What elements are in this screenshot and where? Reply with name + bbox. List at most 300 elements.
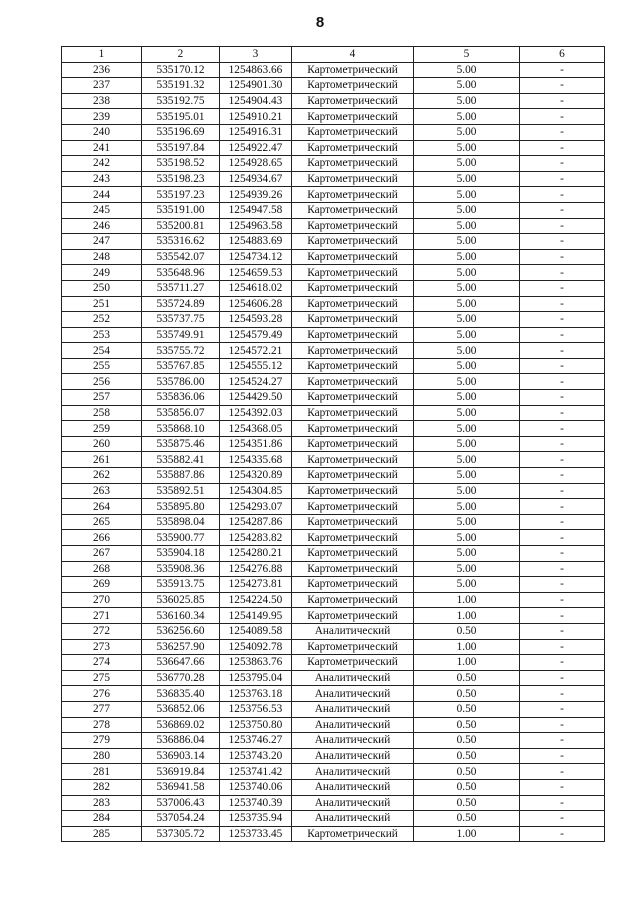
method-cell: Картометрический bbox=[292, 327, 414, 343]
method-cell: Картометрический bbox=[292, 343, 414, 359]
y-coordinate-cell: 1254320.89 bbox=[220, 468, 292, 484]
method-cell: Картометрический bbox=[292, 156, 414, 172]
x-coordinate-cell: 535711.27 bbox=[142, 280, 220, 296]
x-coordinate-cell: 535767.85 bbox=[142, 358, 220, 374]
point-number-cell: 249 bbox=[62, 265, 142, 281]
y-coordinate-cell: 1254659.53 bbox=[220, 265, 292, 281]
y-coordinate-cell: 1254280.21 bbox=[220, 546, 292, 562]
table-header-row bbox=[62, 47, 605, 63]
table-row bbox=[62, 483, 605, 499]
accuracy-cell: 5.00 bbox=[414, 156, 520, 172]
note-cell: - bbox=[520, 218, 605, 234]
x-coordinate-cell: 535904.18 bbox=[142, 546, 220, 562]
note-cell: - bbox=[520, 577, 605, 593]
note-cell: - bbox=[520, 140, 605, 156]
note-cell: - bbox=[520, 483, 605, 499]
table-row bbox=[62, 592, 605, 608]
accuracy-cell: 5.00 bbox=[414, 468, 520, 484]
method-cell: Картометрический bbox=[292, 234, 414, 250]
y-coordinate-cell: 1253740.39 bbox=[220, 795, 292, 811]
method-cell: Картометрический bbox=[292, 358, 414, 374]
x-coordinate-cell: 536647.66 bbox=[142, 655, 220, 671]
accuracy-cell: 5.00 bbox=[414, 109, 520, 125]
method-cell: Картометрический bbox=[292, 514, 414, 530]
table-row bbox=[62, 733, 605, 749]
point-number-cell: 283 bbox=[62, 795, 142, 811]
x-coordinate-cell: 535868.10 bbox=[142, 421, 220, 437]
table-row bbox=[62, 156, 605, 172]
table-row bbox=[62, 623, 605, 639]
y-coordinate-cell: 1253750.80 bbox=[220, 717, 292, 733]
accuracy-cell: 5.00 bbox=[414, 187, 520, 203]
table-row bbox=[62, 171, 605, 187]
table-row bbox=[62, 779, 605, 795]
y-coordinate-cell: 1254910.21 bbox=[220, 109, 292, 125]
x-coordinate-cell: 535200.81 bbox=[142, 218, 220, 234]
x-coordinate-cell: 535197.23 bbox=[142, 187, 220, 203]
column-header: 5 bbox=[414, 47, 520, 63]
y-coordinate-cell: 1254579.49 bbox=[220, 327, 292, 343]
table-row bbox=[62, 670, 605, 686]
note-cell: - bbox=[520, 499, 605, 515]
x-coordinate-cell: 535836.06 bbox=[142, 390, 220, 406]
point-number-cell: 273 bbox=[62, 639, 142, 655]
x-coordinate-cell: 536160.34 bbox=[142, 608, 220, 624]
x-coordinate-cell: 535191.32 bbox=[142, 78, 220, 94]
y-coordinate-cell: 1254928.65 bbox=[220, 156, 292, 172]
y-coordinate-cell: 1254934.67 bbox=[220, 171, 292, 187]
method-cell: Картометрический bbox=[292, 265, 414, 281]
table-row bbox=[62, 655, 605, 671]
accuracy-cell: 0.50 bbox=[414, 748, 520, 764]
method-cell: Картометрический bbox=[292, 655, 414, 671]
note-cell: - bbox=[520, 655, 605, 671]
point-number-cell: 261 bbox=[62, 452, 142, 468]
y-coordinate-cell: 1253733.45 bbox=[220, 826, 292, 842]
note-cell: - bbox=[520, 62, 605, 78]
x-coordinate-cell: 535908.36 bbox=[142, 561, 220, 577]
y-coordinate-cell: 1254392.03 bbox=[220, 405, 292, 421]
note-cell: - bbox=[520, 748, 605, 764]
table-row bbox=[62, 358, 605, 374]
note-cell: - bbox=[520, 390, 605, 406]
point-number-cell: 246 bbox=[62, 218, 142, 234]
point-number-cell: 280 bbox=[62, 748, 142, 764]
y-coordinate-cell: 1254224.50 bbox=[220, 592, 292, 608]
y-coordinate-cell: 1254922.47 bbox=[220, 140, 292, 156]
method-cell: Картометрический bbox=[292, 546, 414, 562]
y-coordinate-cell: 1254276.88 bbox=[220, 561, 292, 577]
note-cell: - bbox=[520, 717, 605, 733]
point-number-cell: 253 bbox=[62, 327, 142, 343]
point-number-cell: 244 bbox=[62, 187, 142, 203]
y-coordinate-cell: 1254963.58 bbox=[220, 218, 292, 234]
table-row bbox=[62, 717, 605, 733]
accuracy-cell: 5.00 bbox=[414, 405, 520, 421]
note-cell: - bbox=[520, 234, 605, 250]
note-cell: - bbox=[520, 156, 605, 172]
x-coordinate-cell: 535913.75 bbox=[142, 577, 220, 593]
table-row bbox=[62, 514, 605, 530]
note-cell: - bbox=[520, 78, 605, 94]
point-number-cell: 242 bbox=[62, 156, 142, 172]
note-cell: - bbox=[520, 421, 605, 437]
table-row bbox=[62, 62, 605, 78]
table-row bbox=[62, 405, 605, 421]
accuracy-cell: 5.00 bbox=[414, 280, 520, 296]
table-row bbox=[62, 452, 605, 468]
note-cell: - bbox=[520, 187, 605, 203]
accuracy-cell: 5.00 bbox=[414, 78, 520, 94]
y-coordinate-cell: 1254092.78 bbox=[220, 639, 292, 655]
method-cell: Картометрический bbox=[292, 93, 414, 109]
accuracy-cell: 5.00 bbox=[414, 140, 520, 156]
table-row bbox=[62, 468, 605, 484]
method-cell: Картометрический bbox=[292, 530, 414, 546]
x-coordinate-cell: 535648.96 bbox=[142, 265, 220, 281]
table-row bbox=[62, 686, 605, 702]
accuracy-cell: 5.00 bbox=[414, 249, 520, 265]
method-cell: Картометрический bbox=[292, 374, 414, 390]
point-number-cell: 284 bbox=[62, 811, 142, 827]
note-cell: - bbox=[520, 608, 605, 624]
point-number-cell: 270 bbox=[62, 592, 142, 608]
table-row bbox=[62, 140, 605, 156]
x-coordinate-cell: 535197.84 bbox=[142, 140, 220, 156]
table-row bbox=[62, 218, 605, 234]
table-row bbox=[62, 327, 605, 343]
point-number-cell: 236 bbox=[62, 62, 142, 78]
accuracy-cell: 0.50 bbox=[414, 717, 520, 733]
method-cell: Картометрический bbox=[292, 436, 414, 452]
x-coordinate-cell: 535882.41 bbox=[142, 452, 220, 468]
x-coordinate-cell: 535542.07 bbox=[142, 249, 220, 265]
point-number-cell: 251 bbox=[62, 296, 142, 312]
accuracy-cell: 5.00 bbox=[414, 296, 520, 312]
x-coordinate-cell: 535898.04 bbox=[142, 514, 220, 530]
accuracy-cell: 5.00 bbox=[414, 436, 520, 452]
method-cell: Картометрический bbox=[292, 187, 414, 203]
x-coordinate-cell: 535755.72 bbox=[142, 343, 220, 359]
x-coordinate-cell: 535786.00 bbox=[142, 374, 220, 390]
method-cell: Картометрический bbox=[292, 312, 414, 328]
method-cell: Картометрический bbox=[292, 124, 414, 140]
method-cell: Картометрический bbox=[292, 561, 414, 577]
table-row bbox=[62, 546, 605, 562]
accuracy-cell: 0.50 bbox=[414, 811, 520, 827]
x-coordinate-cell: 537305.72 bbox=[142, 826, 220, 842]
y-coordinate-cell: 1253741.42 bbox=[220, 764, 292, 780]
method-cell: Картометрический bbox=[292, 468, 414, 484]
point-number-cell: 254 bbox=[62, 343, 142, 359]
accuracy-cell: 5.00 bbox=[414, 561, 520, 577]
x-coordinate-cell: 535191.00 bbox=[142, 202, 220, 218]
table-row bbox=[62, 826, 605, 842]
note-cell: - bbox=[520, 327, 605, 343]
accuracy-cell: 1.00 bbox=[414, 592, 520, 608]
point-number-cell: 257 bbox=[62, 390, 142, 406]
table-row bbox=[62, 499, 605, 515]
column-header: 6 bbox=[520, 47, 605, 63]
method-cell: Аналитический bbox=[292, 670, 414, 686]
table-row bbox=[62, 109, 605, 125]
accuracy-cell: 5.00 bbox=[414, 93, 520, 109]
point-number-cell: 240 bbox=[62, 124, 142, 140]
y-coordinate-cell: 1253863.76 bbox=[220, 655, 292, 671]
y-coordinate-cell: 1254351.86 bbox=[220, 436, 292, 452]
note-cell: - bbox=[520, 779, 605, 795]
method-cell: Аналитический bbox=[292, 811, 414, 827]
x-coordinate-cell: 535749.91 bbox=[142, 327, 220, 343]
table-row bbox=[62, 280, 605, 296]
method-cell: Картометрический bbox=[292, 249, 414, 265]
accuracy-cell: 5.00 bbox=[414, 499, 520, 515]
y-coordinate-cell: 1254149.95 bbox=[220, 608, 292, 624]
x-coordinate-cell: 535856.07 bbox=[142, 405, 220, 421]
table-row bbox=[62, 78, 605, 94]
accuracy-cell: 5.00 bbox=[414, 530, 520, 546]
point-number-cell: 241 bbox=[62, 140, 142, 156]
x-coordinate-cell: 535192.75 bbox=[142, 93, 220, 109]
y-coordinate-cell: 1253740.06 bbox=[220, 779, 292, 795]
y-coordinate-cell: 1254947.58 bbox=[220, 202, 292, 218]
y-coordinate-cell: 1254916.31 bbox=[220, 124, 292, 140]
method-cell: Аналитический bbox=[292, 717, 414, 733]
coordinates-table bbox=[61, 46, 605, 842]
method-cell: Аналитический bbox=[292, 733, 414, 749]
table-row bbox=[62, 748, 605, 764]
accuracy-cell: 1.00 bbox=[414, 608, 520, 624]
point-number-cell: 243 bbox=[62, 171, 142, 187]
x-coordinate-cell: 536941.58 bbox=[142, 779, 220, 795]
note-cell: - bbox=[520, 686, 605, 702]
note-cell: - bbox=[520, 202, 605, 218]
point-number-cell: 282 bbox=[62, 779, 142, 795]
page-number: 8 bbox=[315, 14, 325, 31]
y-coordinate-cell: 1254939.26 bbox=[220, 187, 292, 203]
note-cell: - bbox=[520, 109, 605, 125]
point-number-cell: 278 bbox=[62, 717, 142, 733]
method-cell: Аналитический bbox=[292, 686, 414, 702]
method-cell: Аналитический bbox=[292, 795, 414, 811]
method-cell: Картометрический bbox=[292, 405, 414, 421]
table-row bbox=[62, 811, 605, 827]
note-cell: - bbox=[520, 343, 605, 359]
y-coordinate-cell: 1254618.02 bbox=[220, 280, 292, 296]
accuracy-cell: 5.00 bbox=[414, 577, 520, 593]
y-coordinate-cell: 1254273.81 bbox=[220, 577, 292, 593]
point-number-cell: 248 bbox=[62, 249, 142, 265]
method-cell: Картометрический bbox=[292, 608, 414, 624]
note-cell: - bbox=[520, 546, 605, 562]
method-cell: Картометрический bbox=[292, 280, 414, 296]
point-number-cell: 268 bbox=[62, 561, 142, 577]
accuracy-cell: 5.00 bbox=[414, 483, 520, 499]
y-coordinate-cell: 1253756.53 bbox=[220, 701, 292, 717]
accuracy-cell: 5.00 bbox=[414, 421, 520, 437]
accuracy-cell: 1.00 bbox=[414, 639, 520, 655]
method-cell: Аналитический bbox=[292, 764, 414, 780]
x-coordinate-cell: 537054.24 bbox=[142, 811, 220, 827]
x-coordinate-cell: 535316.62 bbox=[142, 234, 220, 250]
note-cell: - bbox=[520, 670, 605, 686]
note-cell: - bbox=[520, 811, 605, 827]
x-coordinate-cell: 535724.89 bbox=[142, 296, 220, 312]
y-coordinate-cell: 1254572.21 bbox=[220, 343, 292, 359]
accuracy-cell: 5.00 bbox=[414, 546, 520, 562]
point-number-cell: 238 bbox=[62, 93, 142, 109]
method-cell: Картометрический bbox=[292, 499, 414, 515]
y-coordinate-cell: 1254335.68 bbox=[220, 452, 292, 468]
table-body bbox=[62, 62, 605, 842]
point-number-cell: 255 bbox=[62, 358, 142, 374]
point-number-cell: 271 bbox=[62, 608, 142, 624]
point-number-cell: 258 bbox=[62, 405, 142, 421]
method-cell: Картометрический bbox=[292, 826, 414, 842]
method-cell: Аналитический bbox=[292, 623, 414, 639]
table-row bbox=[62, 374, 605, 390]
table-row bbox=[62, 795, 605, 811]
point-number-cell: 252 bbox=[62, 312, 142, 328]
note-cell: - bbox=[520, 312, 605, 328]
accuracy-cell: 1.00 bbox=[414, 826, 520, 842]
note-cell: - bbox=[520, 436, 605, 452]
accuracy-cell: 5.00 bbox=[414, 265, 520, 281]
table-row bbox=[62, 187, 605, 203]
x-coordinate-cell: 536869.02 bbox=[142, 717, 220, 733]
x-coordinate-cell: 535887.86 bbox=[142, 468, 220, 484]
note-cell: - bbox=[520, 93, 605, 109]
column-header: 4 bbox=[292, 47, 414, 63]
x-coordinate-cell: 535198.52 bbox=[142, 156, 220, 172]
point-number-cell: 263 bbox=[62, 483, 142, 499]
y-coordinate-cell: 1254287.86 bbox=[220, 514, 292, 530]
method-cell: Картометрический bbox=[292, 202, 414, 218]
method-cell: Картометрический bbox=[292, 171, 414, 187]
accuracy-cell: 0.50 bbox=[414, 764, 520, 780]
x-coordinate-cell: 537006.43 bbox=[142, 795, 220, 811]
point-number-cell: 264 bbox=[62, 499, 142, 515]
x-coordinate-cell: 536257.90 bbox=[142, 639, 220, 655]
table-row bbox=[62, 124, 605, 140]
x-coordinate-cell: 536770.28 bbox=[142, 670, 220, 686]
x-coordinate-cell: 535895.80 bbox=[142, 499, 220, 515]
accuracy-cell: 5.00 bbox=[414, 374, 520, 390]
point-number-cell: 262 bbox=[62, 468, 142, 484]
accuracy-cell: 5.00 bbox=[414, 124, 520, 140]
note-cell: - bbox=[520, 452, 605, 468]
x-coordinate-cell: 535900.77 bbox=[142, 530, 220, 546]
method-cell: Аналитический bbox=[292, 748, 414, 764]
accuracy-cell: 5.00 bbox=[414, 452, 520, 468]
note-cell: - bbox=[520, 468, 605, 484]
method-cell: Картометрический bbox=[292, 218, 414, 234]
method-cell: Картометрический bbox=[292, 296, 414, 312]
point-number-cell: 279 bbox=[62, 733, 142, 749]
y-coordinate-cell: 1254524.27 bbox=[220, 374, 292, 390]
point-number-cell: 276 bbox=[62, 686, 142, 702]
point-number-cell: 281 bbox=[62, 764, 142, 780]
accuracy-cell: 0.50 bbox=[414, 779, 520, 795]
method-cell: Картометрический bbox=[292, 639, 414, 655]
accuracy-cell: 5.00 bbox=[414, 218, 520, 234]
method-cell: Аналитический bbox=[292, 701, 414, 717]
note-cell: - bbox=[520, 405, 605, 421]
note-cell: - bbox=[520, 764, 605, 780]
y-coordinate-cell: 1254304.85 bbox=[220, 483, 292, 499]
accuracy-cell: 0.50 bbox=[414, 733, 520, 749]
method-cell: Картометрический bbox=[292, 140, 414, 156]
point-number-cell: 237 bbox=[62, 78, 142, 94]
method-cell: Картометрический bbox=[292, 421, 414, 437]
method-cell: Картометрический bbox=[292, 577, 414, 593]
accuracy-cell: 5.00 bbox=[414, 343, 520, 359]
y-coordinate-cell: 1254734.12 bbox=[220, 249, 292, 265]
y-coordinate-cell: 1253746.27 bbox=[220, 733, 292, 749]
column-header: 3 bbox=[220, 47, 292, 63]
point-number-cell: 272 bbox=[62, 623, 142, 639]
accuracy-cell: 5.00 bbox=[414, 390, 520, 406]
method-cell: Аналитический bbox=[292, 779, 414, 795]
y-coordinate-cell: 1254863.66 bbox=[220, 62, 292, 78]
x-coordinate-cell: 535196.69 bbox=[142, 124, 220, 140]
point-number-cell: 265 bbox=[62, 514, 142, 530]
accuracy-cell: 0.50 bbox=[414, 701, 520, 717]
table-row bbox=[62, 561, 605, 577]
x-coordinate-cell: 536852.06 bbox=[142, 701, 220, 717]
note-cell: - bbox=[520, 358, 605, 374]
table-row bbox=[62, 296, 605, 312]
table-row bbox=[62, 249, 605, 265]
method-cell: Картометрический bbox=[292, 78, 414, 94]
x-coordinate-cell: 536025.85 bbox=[142, 592, 220, 608]
point-number-cell: 269 bbox=[62, 577, 142, 593]
x-coordinate-cell: 536919.84 bbox=[142, 764, 220, 780]
method-cell: Картометрический bbox=[292, 109, 414, 125]
table-row bbox=[62, 421, 605, 437]
method-cell: Картометрический bbox=[292, 390, 414, 406]
accuracy-cell: 0.50 bbox=[414, 670, 520, 686]
point-number-cell: 245 bbox=[62, 202, 142, 218]
x-coordinate-cell: 536835.40 bbox=[142, 686, 220, 702]
accuracy-cell: 0.50 bbox=[414, 686, 520, 702]
accuracy-cell: 5.00 bbox=[414, 327, 520, 343]
x-coordinate-cell: 535170.12 bbox=[142, 62, 220, 78]
x-coordinate-cell: 536256.60 bbox=[142, 623, 220, 639]
y-coordinate-cell: 1254593.28 bbox=[220, 312, 292, 328]
x-coordinate-cell: 535195.01 bbox=[142, 109, 220, 125]
accuracy-cell: 5.00 bbox=[414, 514, 520, 530]
note-cell: - bbox=[520, 795, 605, 811]
y-coordinate-cell: 1254429.50 bbox=[220, 390, 292, 406]
point-number-cell: 275 bbox=[62, 670, 142, 686]
x-coordinate-cell: 535892.51 bbox=[142, 483, 220, 499]
note-cell: - bbox=[520, 530, 605, 546]
note-cell: - bbox=[520, 249, 605, 265]
note-cell: - bbox=[520, 280, 605, 296]
table-row bbox=[62, 639, 605, 655]
point-number-cell: 266 bbox=[62, 530, 142, 546]
note-cell: - bbox=[520, 592, 605, 608]
y-coordinate-cell: 1254283.82 bbox=[220, 530, 292, 546]
y-coordinate-cell: 1253735.94 bbox=[220, 811, 292, 827]
x-coordinate-cell: 535198.23 bbox=[142, 171, 220, 187]
point-number-cell: 256 bbox=[62, 374, 142, 390]
point-number-cell: 250 bbox=[62, 280, 142, 296]
table-row bbox=[62, 530, 605, 546]
accuracy-cell: 5.00 bbox=[414, 234, 520, 250]
note-cell: - bbox=[520, 124, 605, 140]
